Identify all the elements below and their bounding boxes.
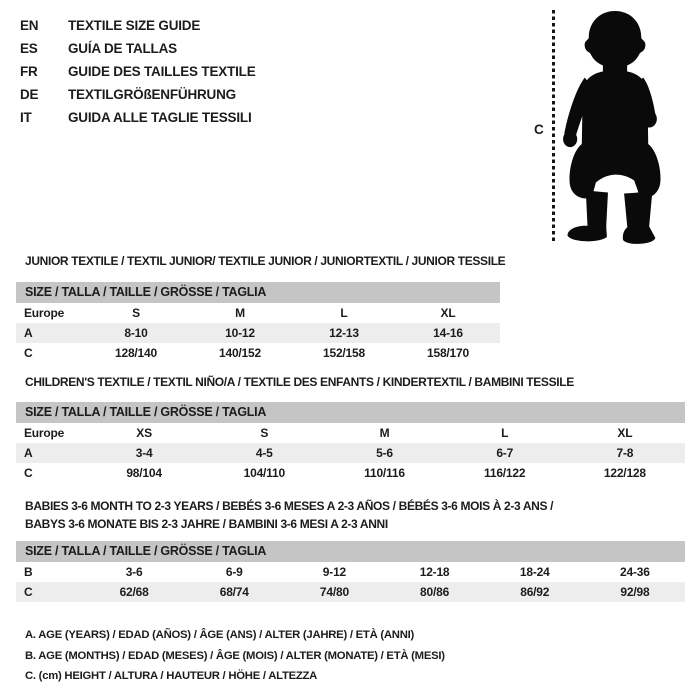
height-cell: 68/74	[219, 585, 249, 599]
age-cell: 4-5	[255, 446, 273, 460]
height-cell: 122/128	[603, 466, 646, 480]
size-cell: L	[501, 426, 509, 440]
age-cell: 10-12	[225, 326, 255, 340]
size-cell: S	[260, 426, 269, 440]
height-cell: 116/122	[484, 466, 526, 480]
table-row-europe	[16, 423, 685, 443]
row-label: Europe	[24, 306, 65, 320]
language-title: GUÍA DE TALLAS	[68, 41, 177, 56]
height-cell: 110/116	[364, 466, 405, 480]
language-title: GUIDA ALLE TAGLIE TESSILI	[68, 110, 252, 125]
height-cell: 86/92	[520, 585, 550, 599]
legend-line-a: A. AGE (YEARS) / EDAD (AÑOS) / ÂGE (ANS) / ALTER (JAHRE) / ETÀ (ANNI)	[25, 629, 415, 641]
height-cell: 98/104	[126, 466, 162, 480]
height-cell: 74/80	[319, 585, 349, 599]
height-cell: 104/110	[243, 466, 285, 480]
language-row-es	[20, 37, 256, 60]
age-cell: 14-16	[433, 326, 463, 340]
size-cell: XL	[617, 426, 633, 440]
language-title: TEXTILGRÖßENFÜHRUNG	[68, 87, 236, 102]
height-dashed-line	[552, 10, 555, 244]
size-header-bar: SIZE / TALLA / TAILLE / GRÖSSE / TAGLIA	[16, 541, 685, 562]
language-code: ES	[20, 41, 38, 56]
height-measure-label: C	[534, 122, 544, 137]
baby-silhouette-icon	[562, 9, 664, 247]
size-cell: L	[340, 306, 348, 320]
babies-section-title	[25, 498, 553, 533]
row-label: C	[24, 585, 33, 599]
age-cell: 3-6	[125, 565, 143, 579]
language-row-fr	[20, 60, 256, 83]
size-cell: M	[235, 306, 245, 320]
age-cell: 18-24	[519, 565, 550, 579]
junior-section-title: JUNIOR TEXTILE / TEXTIL JUNIOR/ TEXTILE JUNIOR / JUNIORTEXTIL / JUNIOR TESSILE	[25, 254, 506, 268]
size-cell: M	[379, 426, 390, 440]
height-cell: 128/140	[115, 346, 157, 360]
table-row-height	[16, 582, 685, 602]
babies-title-line1: BABIES 3-6 MONTH TO 2-3 YEARS / BEBÉS 3-6 MESES A 2-3 AÑOS / BÉBÉS 3-6 MOIS À 2-3 ANS /	[25, 499, 554, 513]
age-cell: 3-4	[135, 446, 153, 460]
age-cell: 12-18	[419, 565, 450, 579]
age-cell: 7-8	[616, 446, 634, 460]
height-cell: 158/170	[427, 346, 469, 360]
size-cell: XL	[440, 306, 456, 320]
height-cell: 152/158	[323, 346, 365, 360]
table-row-age	[16, 443, 685, 463]
table-row-europe	[16, 303, 500, 323]
junior-size-table	[16, 282, 500, 363]
age-cell: 12-13	[329, 326, 359, 340]
language-title: TEXTILE SIZE GUIDE	[68, 18, 201, 33]
age-cell: 6-7	[496, 446, 514, 460]
language-code: IT	[20, 110, 32, 125]
row-label: A	[24, 446, 33, 460]
children-section-title: CHILDREN'S TEXTILE / TEXTIL NIÑO/A / TEXTILE DES ENFANTS / KINDERTEXTIL / BAMBINI TESSILE	[25, 375, 574, 389]
language-code: EN	[20, 18, 39, 33]
babies-title-line2: BABYS 3-6 MONATE BIS 2-3 JAHRE / BAMBINI 3-6 MESI A 2-3 ANNI	[25, 516, 388, 531]
language-title: GUIDE DES TAILLES TEXTILE	[68, 64, 256, 79]
age-cell: 5-6	[376, 446, 393, 460]
size-cell: S	[132, 306, 140, 320]
children-size-table	[16, 402, 685, 483]
language-row-it	[20, 106, 256, 129]
table-row-age	[16, 323, 500, 343]
age-cell: 6-9	[225, 565, 243, 579]
row-label: C	[24, 346, 33, 360]
height-cell: 140/152	[219, 346, 261, 360]
language-row-en	[20, 14, 256, 37]
height-cell: 62/68	[119, 585, 149, 599]
age-cell: 8-10	[124, 326, 148, 340]
language-code: DE	[20, 87, 39, 102]
age-cell: 24-36	[620, 565, 650, 579]
legend-line-b: B. AGE (MONTHS) / EDAD (MESES) / ÂGE (MOIS) / ALTER (MONATE) / ETÀ (MESI)	[25, 649, 445, 662]
row-label: C	[24, 466, 33, 480]
baby-figure	[528, 4, 700, 254]
babies-size-table	[16, 541, 685, 602]
size-header-bar: SIZE / TALLA / TAILLE / GRÖSSE / TAGLIA	[16, 402, 685, 423]
table-row-height	[16, 463, 685, 483]
row-label: B	[24, 565, 33, 579]
size-cell: XS	[136, 426, 152, 440]
row-label: Europe	[24, 426, 65, 440]
language-list	[20, 14, 256, 129]
legend-line-c: C. (cm) HEIGHT / ALTURA / HAUTEUR / HÖHE / ALTEZZA	[25, 670, 318, 682]
table-row-height	[16, 343, 500, 363]
row-label: A	[24, 326, 33, 340]
height-cell: 92/98	[620, 585, 650, 599]
language-code: FR	[20, 64, 38, 79]
age-cell: 9-12	[322, 565, 347, 579]
language-row-de	[20, 83, 256, 106]
height-cell: 80/86	[420, 585, 450, 599]
measure-legend	[25, 625, 445, 687]
size-header-bar: SIZE / TALLA / TAILLE / GRÖSSE / TAGLIA	[16, 282, 500, 303]
table-row-age-months	[16, 562, 685, 582]
